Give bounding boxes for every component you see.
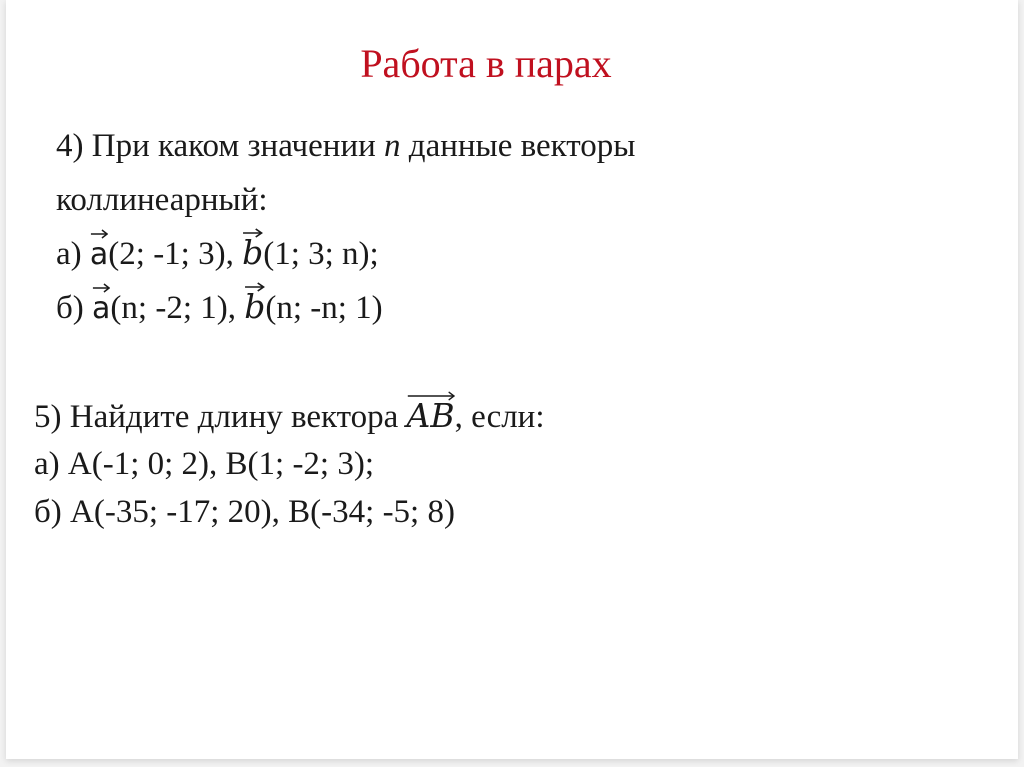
task4-a-label: а) xyxy=(56,236,90,272)
task5-item-a: а) A(-1; 0; 2), B(1; -2; 3); xyxy=(34,446,375,482)
task4-line1-prefix: 4) При каком значении xyxy=(56,128,385,164)
task4-item-b xyxy=(56,287,383,329)
task4-a-vec2-coords: (1; 3; n); xyxy=(263,236,379,272)
task4-a-vec1-coords: (2; -1; 3), xyxy=(108,236,243,272)
task4-b-label: б) xyxy=(56,290,93,326)
task4-variable-n: n xyxy=(384,128,401,164)
task4-line1 xyxy=(56,126,635,166)
vector-a-symbol: a xyxy=(92,288,110,329)
task5-line1-suffix: , если: xyxy=(454,399,545,435)
task5-line1 xyxy=(34,396,545,437)
vector-b-symbol: b xyxy=(242,233,263,274)
task5-line1-prefix: 5) Найдите длину вектора xyxy=(34,399,407,435)
task4-item-a xyxy=(56,233,379,275)
task4-line2: коллинеарный: xyxy=(56,182,268,218)
task4-line1-suffix: данные векторы xyxy=(400,128,636,164)
vector-b-symbol: b xyxy=(244,287,265,328)
slide-title: Работа в парах xyxy=(360,41,612,86)
task4-b-vec1-coords: (n; -2; 1), xyxy=(110,290,245,326)
task5-item-b: б) A(-35; -17; 20), B(-34; -5; 8) xyxy=(34,494,455,530)
vector-arrow-icon xyxy=(90,228,108,240)
vector-arrow-icon xyxy=(92,282,110,294)
vector-arrow-icon xyxy=(242,227,263,239)
slide xyxy=(6,0,1018,759)
vector-arrow-icon xyxy=(244,281,265,293)
vector-arrow-icon xyxy=(407,390,455,402)
task4-b-vec2-coords: (n; -n; 1) xyxy=(265,290,383,326)
vector-ab-symbol: AB xyxy=(407,396,455,437)
vector-a-symbol: a xyxy=(90,234,108,275)
